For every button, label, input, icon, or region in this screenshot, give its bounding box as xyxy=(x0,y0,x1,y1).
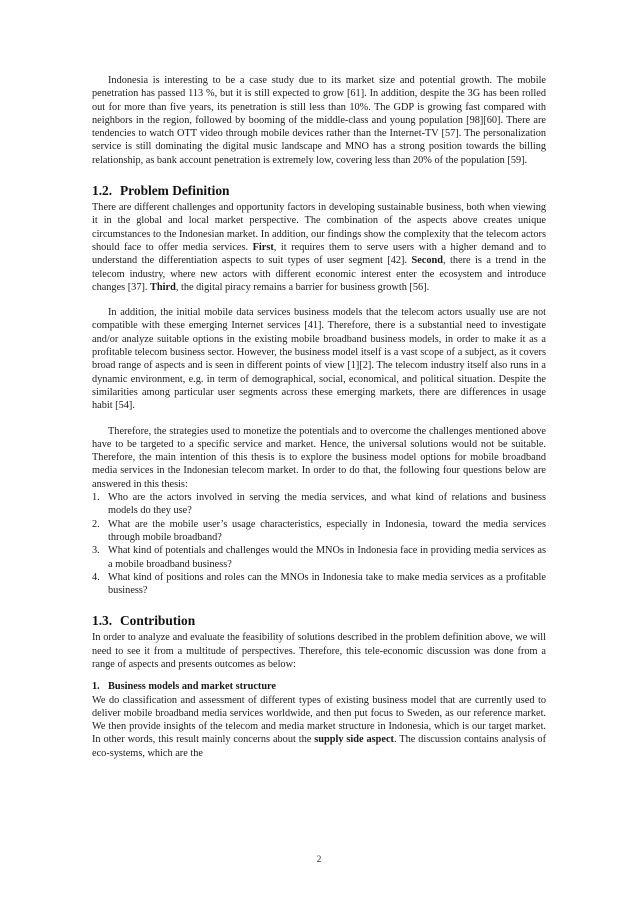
page-number: 2 xyxy=(316,855,322,865)
subsection-heading: 1. Business models and market structure xyxy=(92,681,276,693)
section-heading-problem-definition xyxy=(92,183,546,199)
problem-paragraph-2: In addition, the initial mobile data services business models that the telecom actors usually use are not compatible with these emerging Internet services [41]. Therefore, there is a substantial need to investigate and/or analyze suitable options in the existing mobile broadband business models, in order to make it as a profitable telecom business sector. However, the business model itself is a vast scope of a subject, as it covers broad range of aspects and is seen in different points of view [1][2]. The telecom industry itself also runs in a dynamic environment, e.g. in term of demographical, social, economical, and political situation. Despite the similarities among particular user segments across these emerging markets, there are differences in usage habit [54]. xyxy=(92,307,546,412)
section-number: 1.2. xyxy=(92,183,113,199)
section-number: 1.3. xyxy=(92,613,113,629)
emphasis-third: Third xyxy=(150,281,176,293)
list-item: 2. What are the mobile user’s usage characteristics, especially in Indonesia, toward the media services through mobile broadband? xyxy=(92,518,546,543)
list-item: 1. Who are the actors involved in serving the media services, and what kind of relations and business models do they use? xyxy=(92,492,546,517)
section-title: Contribution xyxy=(120,613,196,629)
problem-paragraph-1: There are different challenges and opportunity factors in developing sustainable business, both when viewing it in the global and local market perspective. The combination of the aspects above creates unique circumstances to the Indonesian market. In addition, our findings show the complexity that the telecom actors should face to offer media services. First, it requires them to serve users with a higher demand and to understand the differentiation aspects to suit types of user segment [42]. Second, there is a trend in the telecom industry, where new actors with different economic interest enter the ecosystem and introduce changes [37]. Third, the digital piracy remains a barrier for business growth [56]. xyxy=(92,202,546,293)
intro-paragraph: Indonesia is interesting to be a case study due to its market size and potential growth. The mobile penetration has passed 113 %, but it is still expected to grow [61]. In addition, despite the 3G has been rolled out for more than five years, its penetration is still less than 10%. The GDP is growing fast compared with neighbors in the region, followed by booming of the middle-class and young population [98][60]. There are tendencies to watch OTT video through mobile devices rather than the Internet-TV [57]. The personalization service is still dominating the digital music landscape and MNO has a strong position towards the billing relationship, as bank account penetration is extremely low, covering less than 20% of the population [59]. xyxy=(92,75,546,166)
list-item: 4. What kind of positions and roles can the MNOs in Indonesia take to make media services as a profitable business? xyxy=(92,571,546,597)
contribution-paragraph-2: We do classification and assessment of different types of existing business model that are currently used to deliver mobile broadband media services worldwide, and then put focus to Sweden, as our reference market. We then provide insights of the telecom and media market structure in Indonesia, which is our target market. In other words, this result mainly concerns about the supply side aspect. The discussion contains analysis of eco-systems, which are the xyxy=(92,694,547,759)
section-title: Problem Definition xyxy=(120,183,230,199)
emphasis-supply-side: supply side aspect xyxy=(314,734,394,746)
list-item: 3. What kind of potentials and challenges would the MNOs in Indonesia face in providing media services as a mobile broadband business? xyxy=(92,545,546,570)
emphasis-second: Second xyxy=(411,255,443,267)
contribution-paragraph-1: In order to analyze and evaluate the feasibility of solutions described in the problem definition above, we will need to see it from a multitude of perspectives. Therefore, this tele-economic discussion was done from a range of aspects and presents outcomes as below: xyxy=(92,632,546,670)
section-heading-contribution xyxy=(92,613,546,629)
problem-paragraph-3: Therefore, the strategies used to monetize the potentials and to overcome the challenges mentioned above have to be targeted to a specific service and market. Hence, the universal solutions would not be suitable. Therefore, the main intention of this thesis is to explore the business model options for mobile broadband media services in the Indonesian telecom market. In order to do that, the following four questions below are answered in this thesis: xyxy=(92,425,546,490)
research-questions-list xyxy=(92,491,546,597)
emphasis-first: First xyxy=(252,241,274,253)
